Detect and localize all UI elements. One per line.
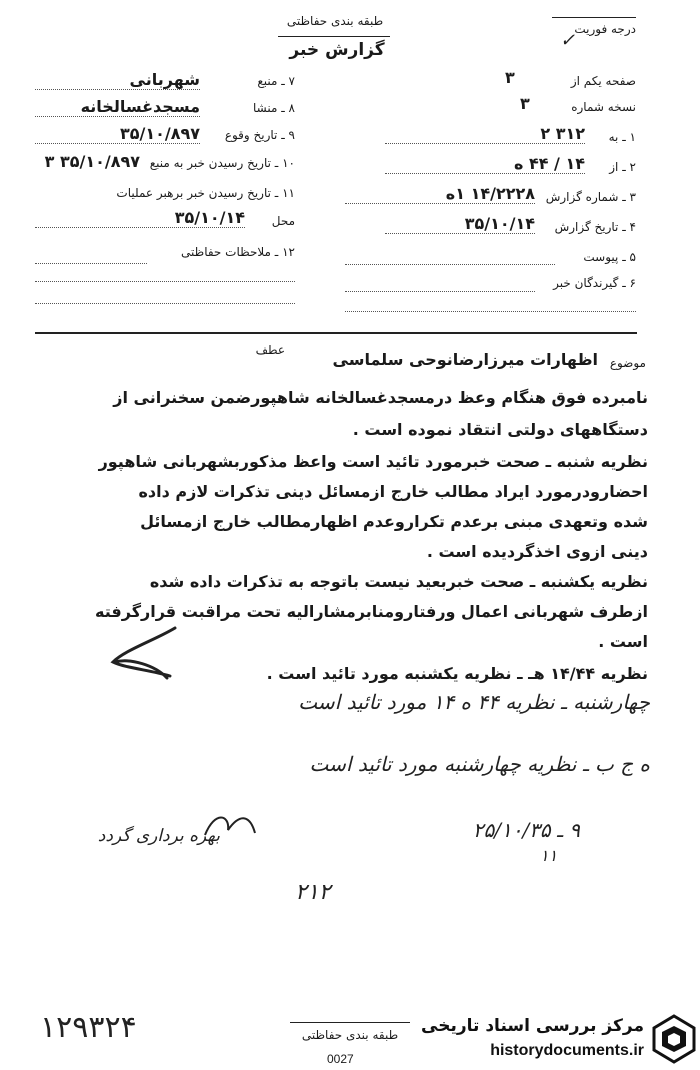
body-line-2: دستگاههای دولتی انتقاد نموده است .	[352, 420, 648, 439]
field-page-label: صفحه یکم از	[570, 74, 636, 88]
field-attachment-label: ۵ ـ پیوست	[583, 250, 636, 264]
body-line-8: ازطرف شهربانی اعمال ورفتارومنابرمشارالیه تحت مراقبت قرارگرفته	[95, 602, 648, 621]
classification-label-bottom: طبقه بندی حفاظتی	[301, 1028, 399, 1042]
body-line-4: احضارودرمورد ایراد مطالب خارج ازمسائل دینی تذکرات لازم داده	[138, 482, 648, 501]
field-from-label: ۲ ـ از	[609, 160, 636, 174]
priority-mark: ✓	[560, 30, 576, 51]
handwritten-note-ref2: ۲۱۲	[295, 880, 331, 905]
handwritten-note-ref1: ۱۱	[540, 846, 558, 865]
field-copy-label: نسخه شماره	[571, 100, 636, 114]
field-location-value: ۳۵/۱۰/۱۴	[35, 208, 245, 228]
recipients-line-1	[345, 290, 535, 292]
field-report-date-label: ۴ ـ تاریخ گزارش	[554, 220, 636, 234]
archive-stamp-number: ۱۲۹۳۲۴	[40, 1010, 137, 1045]
signature-scribble-icon	[95, 620, 180, 685]
notes-line-1	[35, 262, 147, 264]
field-occurrence-date-value: ۳۵/۱۰/۸۹۷	[35, 124, 200, 144]
handwritten-note-directive: بهره برداری گردد	[97, 826, 220, 846]
footer-rule	[290, 1022, 410, 1023]
field-recipients-label: ۶ ـ گیرندگان خبر	[553, 276, 636, 290]
field-source-value: شهربانی	[35, 70, 200, 90]
recipients-line-2	[345, 310, 636, 312]
attachment-line	[345, 263, 555, 265]
handwritten-line-2: ه ج ب ـ نظریه چهارشنبه مورد تائید است	[309, 752, 650, 776]
priority-top-rule	[552, 17, 636, 18]
body-line-9: است .	[598, 632, 648, 651]
body-line-7: نظریه یکشنبه ـ صحت خبربعید نیست باتوجه به تذکرات داده شده	[149, 572, 648, 591]
field-to-label: ۱ ـ به	[608, 130, 636, 144]
handwritten-note-date: ۹ ـ ۲۵/۱۰/۳۵	[472, 818, 580, 842]
field-origin-label: ۸ ـ منشا	[252, 101, 295, 115]
logo-emblem-icon	[652, 1014, 696, 1064]
field-page-value: ۳	[505, 68, 515, 87]
priority-label: درجه فوریت	[574, 22, 636, 36]
field-source-label: ۷ ـ منبع	[257, 74, 295, 88]
field-to-value: ۳۱۲ ۲	[385, 124, 585, 144]
body-line-3: نظریه شنبه ـ صحت خبرمورد تائید است واعظ مذکوربشهربانی شاهپور	[98, 452, 648, 471]
logo-text-fa: مرکز بررسی اسناد تاریخی	[421, 1016, 644, 1036]
field-from-value: ۱۴ / ۴۴ ه	[385, 154, 585, 174]
field-origin-value: مسجدغسالخانه	[35, 97, 200, 117]
field-location-label: محل	[271, 214, 295, 228]
notes-line-2	[35, 280, 295, 282]
field-copy-value: ۳	[520, 94, 530, 113]
archive-logo	[421, 1010, 698, 1068]
body-line-5: شده وتعهدی مبنی برعدم تکراروعدم اظهارمطالب خارج ازمسائل	[140, 512, 648, 531]
field-occurrence-date-label: ۹ ـ تاریخ وقوع	[224, 128, 295, 142]
handwritten-initials-icon	[200, 805, 260, 845]
handwritten-line-1: چهارشنبه ـ نظریه ۴۴ ه ۱۴ مورد تائید است	[298, 690, 650, 714]
field-received-ops-label: ۱۱ ـ تاریخ رسیدن خبر برهبر عملیات	[116, 186, 295, 200]
field-report-date-value: ۳۵/۱۰/۱۴	[385, 214, 535, 234]
body-line-6: دینی ازوی اخذگردیده است .	[426, 542, 648, 561]
subject-prefix: موضوع	[609, 356, 646, 370]
field-report-number-value: ۱۴/۲۲۲۸ ۱ه	[345, 184, 535, 204]
field-security-notes-label: ۱۲ ـ ملاحظات حفاظتی	[181, 245, 295, 259]
logo-text-url: historydocuments.ir	[490, 1042, 644, 1059]
report-title: گزارش خبر	[289, 40, 385, 60]
field-received-source-value: ۳۵/۱۰/۸۹۷ ۳	[44, 152, 140, 171]
notes-line-3	[35, 302, 295, 304]
section-separator	[35, 332, 637, 334]
atf-label: عطف	[255, 343, 285, 357]
classification-label-top: طبقه بندی حفاظتی	[286, 14, 384, 28]
field-report-number-label: ۳ ـ شماره گزارش	[545, 190, 636, 204]
subject-text: اظهارات میرزارضانوحی سلماسی	[332, 350, 598, 369]
page-code: 0027	[327, 1052, 354, 1066]
header-rule	[278, 36, 390, 37]
field-received-source-label: ۱۰ ـ تاریخ رسیدن خبر به منبع	[149, 156, 295, 170]
body-line-10: نظریه ۱۴/۴۴ هـ ـ نظریه یکشنبه مورد تائید است .	[266, 664, 648, 683]
body-line-1: نامبرده فوق هنگام وعظ درمسجدغسالخانه شاهپورضمن سخنرانی از	[113, 388, 648, 407]
